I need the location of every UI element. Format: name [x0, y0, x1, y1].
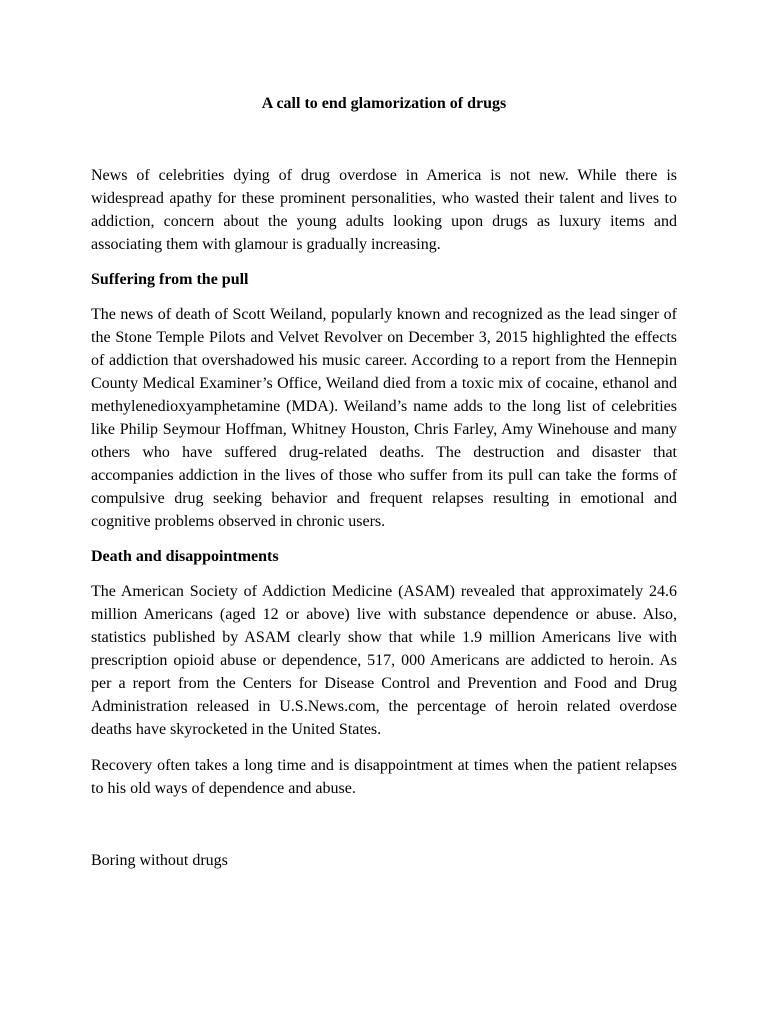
section-paragraph-recovery: Recovery often takes a long time and is disappointment at times when the patient relapses to his old ways of dependence and abuse.	[91, 757, 677, 797]
document-body	[91, 92, 677, 872]
section-heading-suffering: Suffering from the pull	[91, 271, 249, 288]
section-heading-boring: Boring without drugs	[91, 852, 228, 869]
section-paragraph-asam: The American Society of Addiction Medicine (ASAM) revealed that approximately 24.6 million Americans (aged 12 or above) live with substance dependence or abuse. Also, statistics published by ASAM clearly show that while 1.9 million Americans live with prescription opioid abuse or dependence, 517, 000 Americans are addicted to heroin. As per a report from the Centers for Disease Control and Prevention and Food and Drug Administration released in U.S.News.com, the percentage of heroin related overdose deaths have skyrocketed in the United States.	[91, 583, 677, 738]
section-heading-death: Death and disappointments	[91, 548, 279, 565]
section-paragraph-suffering: The news of death of Scott Weiland, popularly known and recognized as the lead singer of the Stone Temple Pilots and Velvet Revolver on December 3, 2015 highlighted the effects of addiction that overshadowed his music career. According to a report from the Hennepin County Medical Examiner’s Office, Weiland died from a toxic mix of cocaine, ethanol and methylenedioxyamphetamine (MDA). Weiland’s name adds to the long list of celebrities like Philip Seymour Hoffman, Whitney Houston, Chris Farley, Amy Winehouse and many others who have suffered drug-related deaths. The destruction and disaster that accompanies addiction in the lives of those who suffer from its pull can take the forms of compulsive drug seeking behavior and frequent relapses resulting in emotional and cognitive problems observed in chronic users.	[91, 306, 677, 530]
document-title: A call to end glamorization of drugs	[261, 95, 507, 112]
intro-paragraph: News of celebrities dying of drug overdose in America is not new. While there is widespread apathy for these prominent personalities, who wasted their talent and lives to addiction, concern about the young adults looking upon drugs as luxury items and associating them with glamour is gradually increasing.	[91, 167, 677, 253]
